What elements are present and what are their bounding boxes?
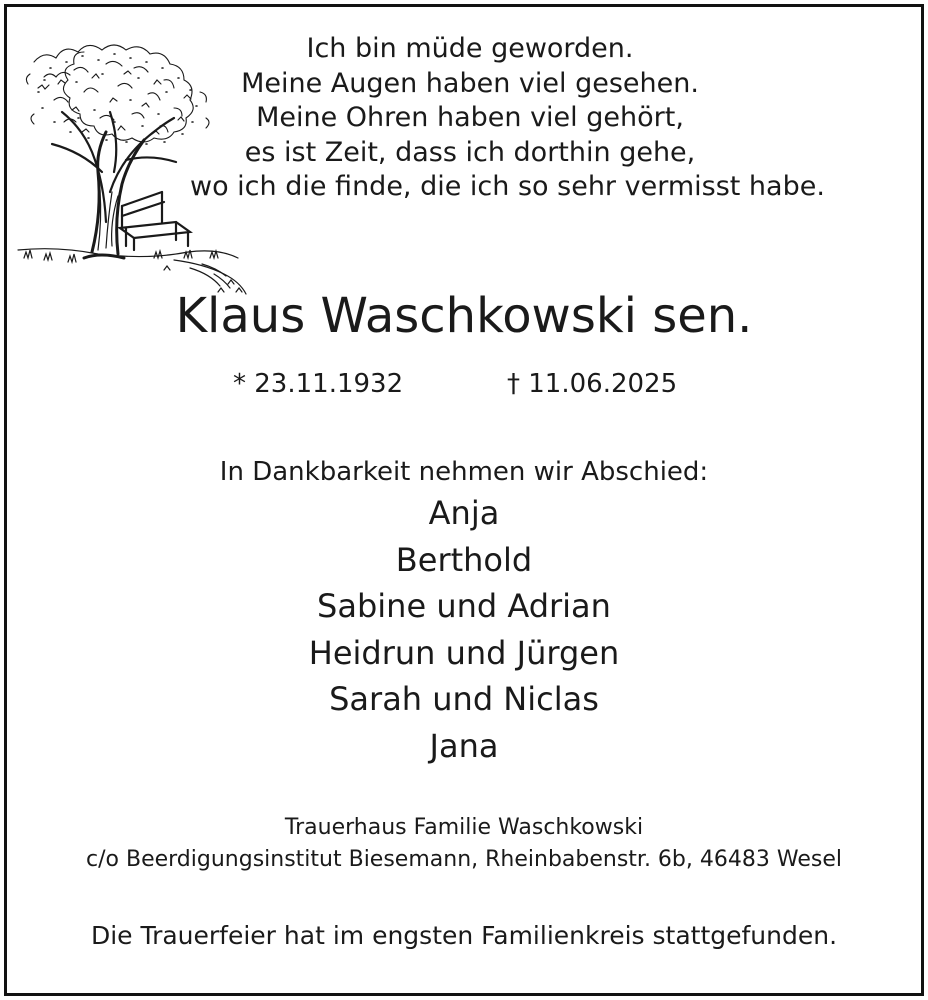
death-date: † 11.06.2025 bbox=[507, 369, 678, 399]
verse-line: wo ich die finde, die ich so sehr vermisst habe. bbox=[190, 171, 825, 202]
ceremony-note: Die Trauerfeier hat im engsten Familienkreis stattgefunden. bbox=[90, 921, 838, 950]
mourning-house-address bbox=[0, 812, 928, 876]
mourner-name: Berthold bbox=[395, 540, 533, 579]
mourner-name: Anja bbox=[428, 494, 500, 532]
mourner-name: Heidrun und Jürgen bbox=[308, 633, 620, 672]
care-of-address: c/o Beerdigungsinstitut Biesemann, Rheinbabenstr. 6b, 46483 Wesel bbox=[86, 847, 842, 872]
mourner-name: Sarah und Niclas bbox=[329, 680, 599, 718]
farewell-intro: In Dankbarkeit nehmen wir Abschied: bbox=[219, 457, 709, 487]
birth-date: * 23.11.1932 bbox=[233, 369, 404, 399]
mourner-name: Jana bbox=[429, 726, 499, 765]
mourning-house: Trauerhaus Familie Waschkowski bbox=[284, 815, 644, 840]
verse-line: Meine Ohren haben viel gehört, bbox=[256, 102, 684, 133]
verse-line: Ich bin müde geworden. bbox=[306, 33, 634, 64]
verse-line: Meine Augen haben viel gesehen. bbox=[241, 67, 699, 99]
mourner-list bbox=[0, 490, 928, 769]
verse-line: es ist Zeit, dass ich dorthin gehe, bbox=[244, 136, 696, 168]
deceased-name: Klaus Waschkowski sen. bbox=[175, 288, 753, 344]
mourner-name: Sabine und Adrian bbox=[317, 587, 611, 625]
memorial-verse bbox=[190, 32, 825, 205]
